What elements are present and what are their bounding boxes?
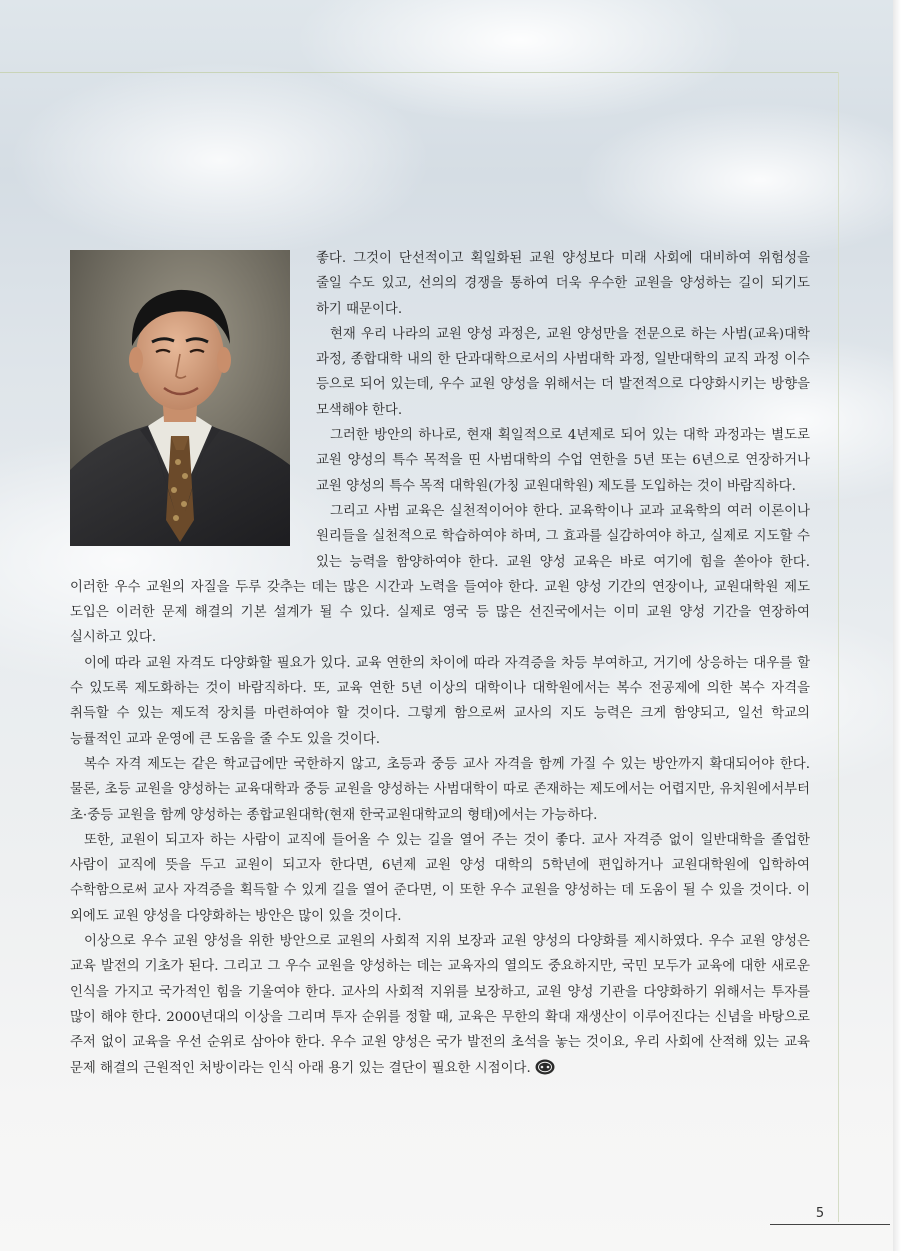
paragraph-last-text: 이상으로 우수 교원 양성을 위한 방안으로 교원의 사회적 지위 보장과 교원 양성의 다양화를 제시하였다. 우수 교원 양성은 교육 발전의 기초가 된다. 그리고 그 우수 교원을 양성하는 데는 교육자의 열의도 중요하지만, 국민 모두가 교육에 대한 새로운 인식을 가지고 국가적인 힘을 기울여야 한다. 교사의 사회적 지위를 보장하고, 교원 양성 기관을 다양화하기 위해서는 투자를 많이 해야 한다. 2000년대의 이상을 그리며 투자 순위를 정할 때, 교육은 무한의 확대 재생산이 이루어진다는 신념을 바탕으로 주저 없이 교육을 우선 순위로 삼아야 한다. 우수 교원 양성은 국가 발전의 초석을 놓는 것이요, 우리 사회에 산적해 있는 교육 문제 해결의 근원적인 처방이라는 인식 아래 용기 있는 결단이 필요한 시점이다. — [70, 934, 810, 1076]
end-mark-icon — [535, 1059, 555, 1075]
paragraph: 이에 따라 교원 자격도 다양화할 필요가 있다. 교육 연한의 차이에 따라 자격증을 차등 부여하고, 거기에 상응하는 대우를 할 수 있도록 제도화하는 것이 바람직하다. 또, 교육 연한 5년 이상의 대학이나 대학원에서는 복수 전공제에 의한 복수 자격을 취득할 수 있는 제도적 장치를 마련하여야 할 것이다. 그렇게 함으로써 교사의 지도 능력은 크게 함양되고, 일선 학교의 능률적인 교과 운영에 큰 도움을 줄 수도 있을 것이다. — [70, 655, 810, 747]
paragraph: 그리고 사범 교육은 실천적이어야 한다. 교육학이나 교과 교육학의 여러 이론이나 원리들을 실천적으로 학습하여야 하며, 그 효과를 실감하여야 하고, 실제로 지도할 수 있는 능력을 함양하여야 한다. 교원 양성 교육은 바로 여기에 힘을 쏟아야 한다. 이러한 우수 교원의 자질을 두루 갖추는 데는 많은 시간과 노력을 들여야 한다. 교원 양성 기간의 연장이나, 교원대학원 제도 도입은 이러한 문제 해결의 기본 설계가 될 수 있다. 실제로 영국 등 많은 선진국에서는 이미 교원 양성 기간을 연장하여 실시하고 있다. — [70, 503, 810, 646]
paragraph-last — [70, 929, 810, 1081]
page-number-rule — [770, 1224, 890, 1225]
frame-rule-top — [0, 72, 838, 73]
page-number: 5 — [815, 1206, 825, 1221]
paragraph: 그러한 방안의 하나로, 현재 획일적으로 4년제로 되어 있는 대학 과정과는 별도로 교원 양성의 특수 목적을 띤 사범대학의 수업 연한을 5년 또는 6년으로 연장하거나 교원 양성의 특수 목적 대학원(가칭 교원대학원) 제도를 도입하는 것이 바람직하다. — [316, 428, 810, 494]
frame-rule-right — [838, 72, 839, 1222]
page-edge — [893, 0, 901, 1251]
paragraph: 복수 자격 제도는 같은 학교급에만 국한하지 않고, 초등과 중등 교사 자격을 함께 가질 수 있는 방안까지 확대되어야 한다. 물론, 초등 교원을 양성하는 교육대학과 중등 교원을 양성하는 사범대학이 따로 존재하는 제도에서는 어렵지만, 유치원에서부터 초·중등 교원을 함께 양성하는 종합교원대학(현재 한국교원대학교의 형태)에서는 가능하다. — [70, 756, 810, 823]
paragraph: 또한, 교원이 되고자 하는 사람이 교직에 들어올 수 있는 길을 열어 주는 것이 좋다. 교사 자격증 없이 일반대학을 졸업한 사람이 교직에 뜻을 두고 교원이 되고자 한다면, 6년제 교원 양성 대학의 5학년에 편입하거나 교원대학원에 입학하여 수학함으로써 교사 자격증을 획득할 수 있게 길을 열어 준다면, 이 또한 우수 교원을 양성하는 데 도움이 될 수 있을 것이다. 이 외에도 교원 양성을 다양화하는 방안은 많이 있을 것이다. — [70, 832, 810, 924]
article-body — [70, 246, 810, 1081]
paragraph: 좋다. 그것이 단선적이고 획일화된 교원 양성보다 미래 사회에 대비하여 위험성을 줄일 수도 있고, 선의의 경쟁을 통하여 더욱 우수한 교원을 양성하는 길이 되기도 하기 때문이다. — [316, 251, 810, 317]
portrait-wrap-space — [70, 246, 316, 550]
paragraph: 현재 우리 나라의 교원 양성 과정은, 교원 양성만을 전문으로 하는 사범(교육)대학 과정, 종합대학 내의 한 단과대학으로서의 사범대학 과정, 일반대학의 교직 과정 이수 등으로 되어 있는데, 우수 교원 양성을 위해서는 더 발전적으로 다양화시키는 방향을 모색해야 한다. — [316, 326, 810, 418]
